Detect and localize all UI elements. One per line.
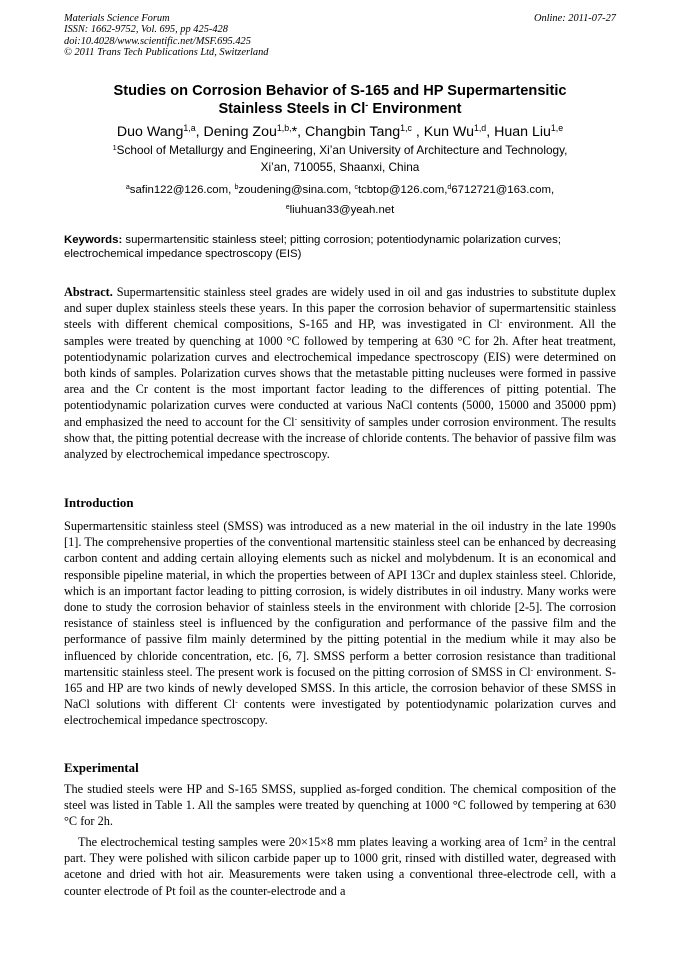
author: Changbin Tang$^{1,c}$ , (304, 123, 424, 140)
keywords-text: supermartensitic stainless steel; pitting corrosion; potentiodynamic polarization curves; electrochemical impedance spectroscopy (EIS) (64, 234, 561, 260)
affiliation-line-2: Xi’an, 710055, Shaanxi, China (260, 159, 420, 174)
abstract: Abstract. Supermartensitic stainless steel grades are widely used in oil and gas industries to substitute duplex and super duplex stainless steels these years. In this paper the corrosion behavior of supermartensitic stainless steels with different chemical compositions, S-165 and HP, was investigated in Cl- environment. All the samples were treated by quenching at 1000 °C followed by tempering at 630 °C for 2h. After heat treatment, potentiodynamic polarization curves and electrochemical impedance spectroscopy (EIS) were determined on both kinds of samples. Polarization curves shows that the metastable pitting nucleuses were formed in passive area and the Cr content is the most important factor leading to the differences of pitting potential. The potentiodynamic polarization curves were conducted at various NaCl contents (5000, 15000 and 35000 ppm) and emphasized the need to account for the Cl- sensitivity of samples under corrosion environment. The results show that, the pitting potential decrease with the increase of chloride contents. The behavior of passive film was analyzed by electrochemical impedance spectroscopy. (64, 285, 616, 462)
paper-title (64, 82, 616, 118)
keywords-label: Keywords: (64, 234, 123, 246)
experimental-text-1: The studied steels were HP and S-165 SMSS, supplied as-forged condition. The chemical composition of the steel was listed in Table 1. All the samples were treated by quenching at 1000 °C followed by tempering at 630 °C for 2h. (64, 782, 616, 829)
email-list (64, 180, 616, 220)
copyright-line: © 2011 Trans Tech Publications Ltd, Switzerland (64, 47, 269, 59)
keywords (64, 234, 616, 261)
email: $^c$tcbtop@126.com, (354, 184, 448, 196)
author: Dening Zou$^{1,b,}$*, (203, 123, 305, 140)
author: Kun Wu$^{1,d}$, (423, 123, 495, 140)
author: Huan Liu$^{1,e}$ (494, 123, 564, 140)
email: $^e$liuhuan33@yeah.net (285, 204, 395, 216)
journal-name: Materials Science Forum (64, 13, 170, 24)
affiliation-marker: 1 (112, 142, 117, 152)
experimental-heading: Experimental (64, 761, 139, 775)
title-text: Stainless Steels in Cl (218, 101, 366, 117)
doi-line: doi:10.4028/www.scientific.net/MSF.695.425 (64, 35, 251, 47)
issn-line: ISSN: 1662-9752, Vol. 695, pp 425-428 (64, 24, 228, 36)
introduction-heading: Introduction (64, 496, 134, 510)
author: Duo Wang$^{1,a}$, (116, 123, 204, 140)
online-date: Online: 2011-07-27 (533, 13, 616, 24)
abstract-label: Abstract. (64, 285, 113, 299)
affiliation-line-1: School of Metallurgy and Engineering, Xi’an University of Architecture and Technology, (116, 143, 568, 157)
title-superscript: - (365, 100, 369, 111)
experimental-text-2: The electrochemical testing samples were 20×15×8 mm plates leaving a working area of $1cm^2$ in the central part. They were polished with silicon carbide paper up to 1000 grit, rinsed with distilled water, degreased with acetone and dried with hot air. Measurements were taken using a conventional three-electrode cell, with a counter electrode of Pt foil as the counter-electrode and a (64, 834, 616, 898)
title-text-end: Environment (368, 101, 462, 117)
author-list (64, 124, 616, 141)
introduction-text: Supermartensitic stainless steel (SMSS) was introduced as a new material in the oil industry in the late 1990s [1]. The comprehensive properties of the conventional martensitic stainless steel can be enhanced by decreasing carbon content and adding certain alloying elements such as nickel and molybdenum. It is an economical and responsible pipeline material, in which the properties between of API 13Cr and duplex stainless steel. Chloride, which is an important factor leading to pitting corrosion, is widely distributes in oil industry. Many works were done to study the corrosion behavior of stainless steels in the environment with chloride [2-5]. The corrosion resistance of stainless steel is influenced by the configuration and performance of the passive film and the performance of passive film mainly determined by the pitting potential in the medium while it may also be influenced by chloride concentration, etc. [6, 7]. SMSS perform a better corrosion resistance than traditional martensitic stainless steel. The present work is focused on the pitting corrosion of SMSS in Cl- environment. S-165 and HP are two kinds of newly developed SMSS. In this article, the corrosion behavior of these SMSS in NaCl solutions with different Cl- contents were investigated by potentiodynamic polarization curves and electrochemical impedance spectroscopy. (64, 519, 616, 728)
title-line-1: Studies on Corrosion Behavior of S-165 and HP Supermartensitic (113, 83, 567, 99)
email: $^a$safin122@126.com, (125, 184, 235, 196)
email: $^b$zoudening@sina.com, (234, 184, 355, 196)
email: $^d$6712721@163.com, (447, 184, 555, 196)
affiliation (64, 142, 616, 175)
title-line-2 (64, 100, 616, 118)
running-header (64, 13, 616, 59)
